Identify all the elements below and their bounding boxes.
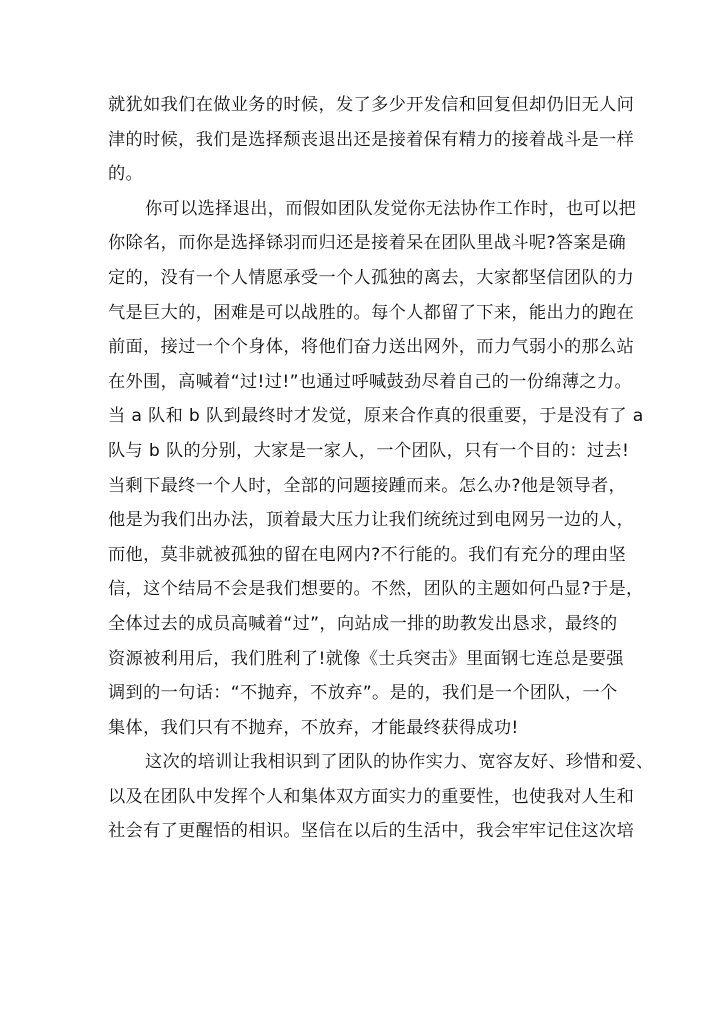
text-line: 这次的培训让我相识到了团队的协作实力、宽容友好、珍惜和爱、: [145, 752, 654, 773]
text-line: 就犹如我们在做业务的时候，发了多少开发信和回复但却仍旧无人问: [108, 95, 635, 115]
text-line: 津的时候，我们是选择颓丧退出还是接着保有精力的接着战斗是一样: [108, 129, 635, 150]
text-line: 他是为我们出办法，顶着最大压力让我们统统过到电网另一边的人，: [108, 510, 635, 531]
text-line: 定的，没有一个人情愿承受一个人孤独的离去，大家都坚信团队的力: [108, 267, 635, 288]
body-text: [108, 88, 654, 849]
text-line: 气是巨大的，困难是可以战胜的。每个人都留了下来，能出力的跑在: [108, 302, 635, 323]
text-line: 的。: [108, 164, 144, 185]
text-line: 资源被利用后，我们胜利了!就像《士兵突击》里面钢七连总是要强: [108, 648, 624, 669]
text-line: 调到的一句话：“不抛弃，不放弃”。是的，我们是一个团队，一个: [108, 683, 618, 704]
text-line: 你可以选择退出，而假如团队发觉你无法协作工作时，也可以把: [145, 198, 637, 219]
text-line: 社会有了更醒悟的相识。坚信在以后的生活中，我会牢牢记住这次培: [108, 821, 635, 842]
text-line: 前面，接过一个个身体，将他们奋力送出网外，而力气弱小的那么站: [108, 337, 635, 358]
text-line: 当 a 队和 b 队到最终时才发觉，原来合作真的很重要，于是没有了 a: [108, 406, 644, 427]
text-line: 在外围，高喊着“过!过!”也通过呼喊鼓劲尽着自己的一份绵薄之力。: [108, 371, 633, 392]
text-line: 而他，莫非就被孤独的留在电网内?不行能的。我们有充分的理由坚: [108, 544, 627, 565]
text-line: 你除名，而你是选择铩羽而归还是接着呆在团队里战斗呢?答案是确: [108, 233, 627, 254]
text-line: 当剩下最终一个人时，全部的问题接踵而来。怎么办?他是领导者，: [108, 475, 627, 496]
text-line: 信，这个结局不会是我们想要的。不然，团队的主题如何凸显?于是，: [108, 579, 644, 600]
text-line: 以及在团队中发挥个人和集体双方面实力的重要性，也使我对人生和: [108, 786, 635, 807]
text-line: 全体过去的成员高喊着“过”，向站成一排的助教发出恳求，最终的: [108, 613, 618, 634]
text-line: 队与 b 队的分别，大家是一家人，一个团队，只有一个目的：过去!: [108, 440, 630, 461]
text-line: 集体，我们只有不抛弃，不放弃，才能最终获得成功!: [108, 717, 519, 738]
